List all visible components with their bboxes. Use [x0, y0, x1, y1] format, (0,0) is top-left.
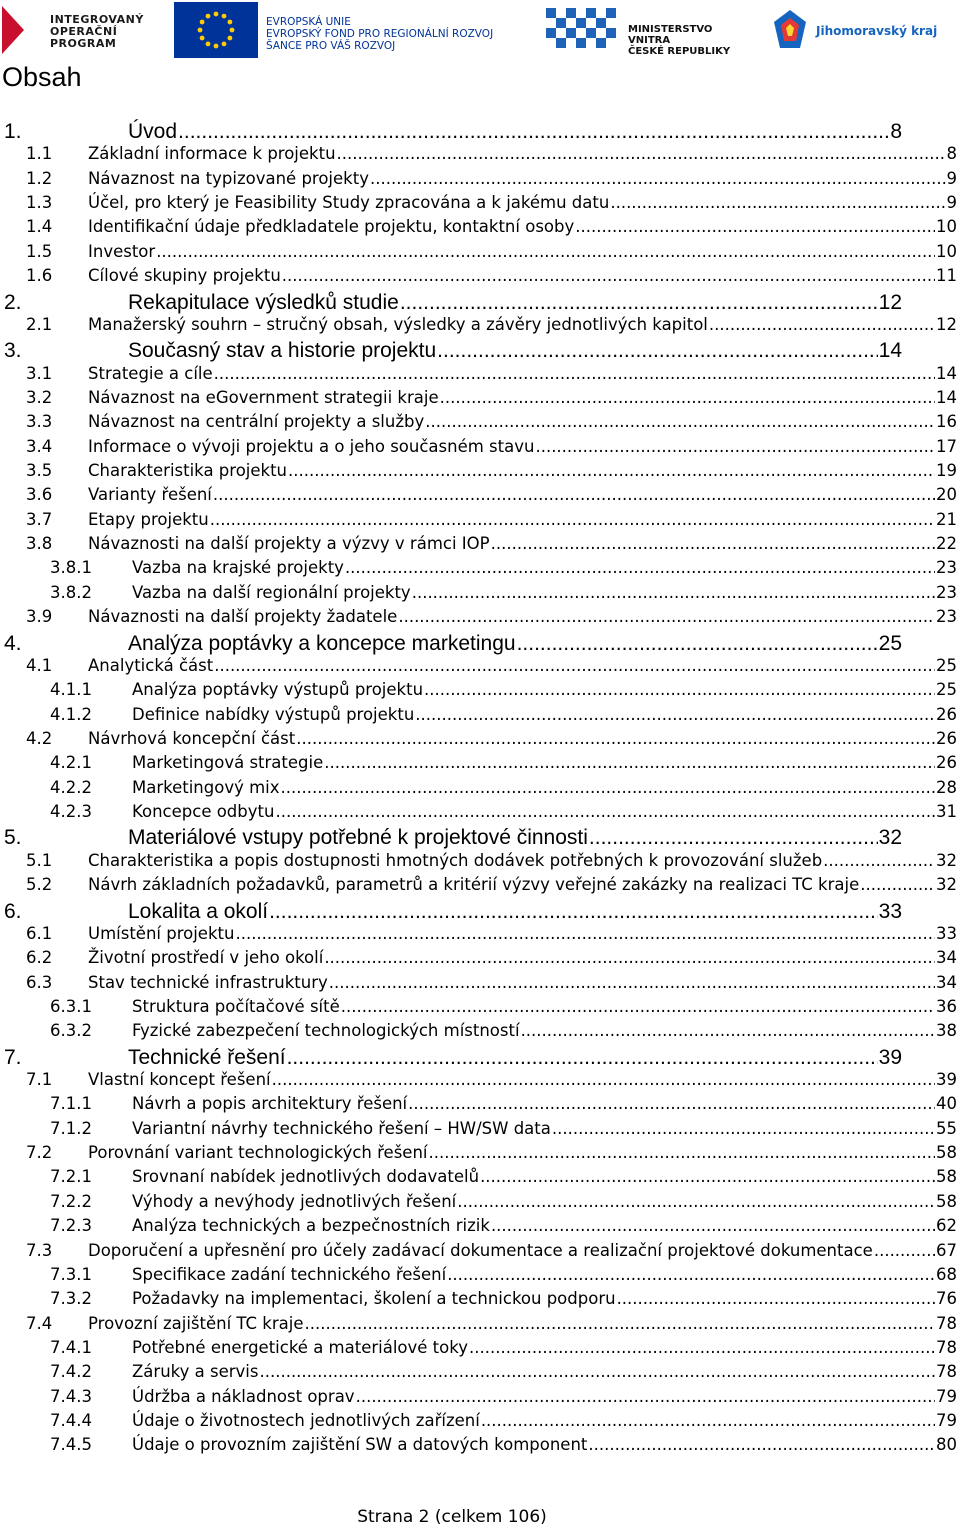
toc-entry-title: Údaje o životnostech jednotlivých zařízení	[132, 1411, 480, 1431]
toc-entry-page: 32	[936, 875, 957, 895]
toc-entry-title: Údržba a nákladnost oprav	[132, 1386, 355, 1406]
toc-entry-page: 79	[936, 1386, 957, 1406]
toc-entry-page: 16	[936, 412, 957, 432]
toc-entry[interactable]	[0, 1314, 960, 1333]
toc-dot-leader	[259, 1362, 935, 1381]
toc-entry-page: 76	[936, 1289, 957, 1309]
toc-dot-leader	[370, 169, 946, 188]
toc-dot-leader	[408, 1094, 935, 1113]
toc-entry-page: 33	[878, 899, 902, 923]
toc-entry-title: Investor	[88, 241, 156, 261]
toc-dot-leader	[324, 948, 935, 967]
toc-entry[interactable]	[0, 900, 960, 924]
toc-entry-page: 58	[936, 1191, 957, 1211]
toc-entry-page: 38	[936, 1021, 957, 1041]
toc-dot-leader	[447, 1265, 935, 1284]
toc-entry-title: Definice nabídky výstupů projektu	[132, 704, 415, 724]
toc-entry-title: Varianty řešení	[88, 485, 212, 505]
toc-dot-leader	[860, 875, 935, 894]
toc-entry-page: 9	[946, 168, 957, 188]
toc-entry-page: 14	[936, 363, 957, 383]
toc-entry-title: Návrh základních požadavků, parametrů a kritérií výzvy veřejné zakázky na realizaci TC kraje	[88, 875, 860, 895]
toc-entry[interactable]	[0, 1119, 960, 1138]
toc-entry-number: 4.1	[26, 655, 53, 675]
toc-entry-number: 3.2	[26, 387, 53, 407]
toc-entry-page: 23	[936, 607, 957, 627]
toc-entry-page: 23	[936, 582, 957, 602]
toc-dot-leader	[429, 1143, 936, 1162]
toc-entry-title: Informace o vývoji projektu a o jeho současném stavu	[88, 436, 535, 456]
toc-entry-number: 2.	[4, 290, 22, 314]
toc-entry-title: Záruky a servis	[132, 1362, 259, 1382]
toc-entry-number: 4.2	[26, 729, 53, 748]
toc-entry-title: Rekapitulace výsledků studie	[128, 290, 399, 314]
toc-entry-number: 7.2.2	[50, 1191, 92, 1211]
toc-entry-number: 3.6	[26, 485, 53, 505]
toc-entry-number: 4.1.2	[50, 704, 92, 724]
toc-entry[interactable]	[0, 534, 960, 553]
toc-entry-title: Návaznost na centrální projekty a služby	[88, 412, 425, 432]
toc-entry[interactable]	[0, 1362, 960, 1381]
toc-entry-number: 1.	[4, 120, 22, 143]
toc-entry[interactable]	[0, 729, 960, 748]
toc-entry-page: 25	[936, 680, 957, 700]
toc-entry-title: Cílové skupiny projektu	[88, 266, 281, 286]
toc-dot-leader	[521, 1021, 935, 1040]
eu-logo-line: EVROPSKÁ UNIE	[266, 16, 351, 28]
toc-entry-title: Analýza poptávky výstupů projektu	[132, 680, 424, 700]
toc-dot-leader	[457, 1192, 935, 1211]
toc-entry-number: 7.4.2	[50, 1362, 92, 1382]
toc-entry-number: 4.2.1	[50, 753, 92, 773]
toc-entry[interactable]	[0, 1265, 960, 1284]
toc-entry-title: Doporučení a upřesnění pro účely zadávací dokumentace a realizační projektové dokumentace	[88, 1240, 873, 1260]
toc-entry-number: 6.3	[26, 972, 53, 992]
toc-dot-leader	[874, 1241, 935, 1260]
toc-entry-title: Charakteristika projektu	[88, 461, 288, 481]
toc-entry-number: 2.1	[26, 314, 53, 334]
toc-entry-title: Srovnaní nabídek jednotlivých dodavatelů	[132, 1167, 480, 1187]
jmk-logo-name: Jihomoravský kraj	[816, 24, 938, 38]
eu-flag-icon	[174, 2, 258, 58]
toc-entry[interactable]	[0, 802, 960, 821]
toc-entry-page: 28	[936, 777, 957, 797]
toc-entry[interactable]	[0, 437, 960, 456]
toc-entry[interactable]	[0, 1046, 960, 1070]
toc-entry-title: Životní prostředí v jeho okolí	[88, 948, 324, 968]
toc-entry[interactable]	[0, 510, 960, 529]
toc-entry-number: 7.4	[26, 1313, 53, 1333]
toc-dot-leader	[575, 217, 935, 236]
toc-entry-title: Návaznosti na další projekty a výzvy v rámci IOP	[88, 534, 490, 554]
toc-entry-number: 1.1	[26, 144, 53, 164]
toc-entry-title: Účel, pro který je Feasibility Study zpracována a k jakému datu	[88, 193, 610, 213]
toc-dot-leader	[341, 997, 935, 1016]
toc-entry-page: 26	[936, 729, 957, 748]
page-footer: Strana 2 (celkem 106)	[357, 1507, 547, 1527]
toc-entry-page: 78	[936, 1313, 957, 1333]
toc-dot-leader	[272, 1070, 935, 1089]
toc-entry-number: 6.	[4, 899, 22, 923]
toc-entry[interactable]	[0, 1216, 960, 1235]
toc-entry-number: 7.1.2	[50, 1118, 92, 1138]
toc-dot-leader	[337, 144, 946, 163]
toc-entry[interactable]	[0, 485, 960, 504]
toc-entry-title: Variantní návrhy technického řešení – HW/SW data	[132, 1118, 551, 1138]
toc-entry-title: Údaje o provozním zajištění SW a datových komponent	[132, 1435, 588, 1455]
toc-entry-page: 78	[936, 1338, 957, 1357]
toc-entry-title: Charakteristika a popis dostupnosti hmotných dodávek potřebných k provozování služeb	[88, 850, 823, 870]
toc-dot-leader	[287, 1046, 878, 1070]
toc-entry-number: 7.3	[26, 1240, 53, 1260]
toc-entry-number: 3.8.2	[50, 582, 92, 602]
toc-entry-number: 4.2.3	[50, 802, 92, 822]
toc-dot-leader	[156, 242, 935, 261]
toc-entry-number: 1.3	[26, 193, 53, 213]
toc-entry-number: 7.4.4	[50, 1411, 92, 1431]
toc-dot-leader	[481, 1411, 935, 1430]
toc-entry[interactable]	[0, 291, 960, 315]
toc-entry[interactable]	[0, 924, 960, 943]
toc-entry-title: Analýza technických a bezpečnostních rizik	[132, 1216, 490, 1236]
toc-entry-page: 79	[936, 1411, 957, 1431]
toc-entry-page: 22	[936, 534, 957, 554]
toc-dot-leader	[709, 315, 935, 334]
toc-entry[interactable]	[0, 1411, 960, 1430]
toc-entry-page: 14	[878, 339, 902, 363]
toc-entry[interactable]	[0, 461, 960, 480]
toc-entry-number: 6.3.1	[50, 996, 92, 1016]
toc-dot-leader	[282, 266, 935, 285]
toc-entry-title: Technické řešení	[128, 1045, 286, 1069]
toc-dot-leader	[269, 900, 878, 924]
iop-logo	[0, 2, 150, 58]
toc-entry-title: Návaznost na typizované projekty	[88, 168, 369, 188]
eu-logo-line: EVROPSKÝ FOND PRO REGIONÁLNÍ ROZVOJ	[266, 28, 494, 40]
toc-entry[interactable]	[0, 705, 960, 724]
toc-entry-number: 7.2.3	[50, 1216, 92, 1236]
toc-entry-page: 80	[936, 1435, 957, 1455]
toc-dot-leader	[440, 388, 935, 407]
toc-entry[interactable]	[0, 217, 960, 236]
toc-dot-leader	[480, 1167, 935, 1186]
eu-logo	[174, 2, 510, 58]
toc-dot-leader	[552, 1119, 935, 1138]
toc-entry[interactable]	[0, 1094, 960, 1113]
toc-entry-number: 7.2	[26, 1143, 53, 1163]
toc-entry-title: Umístění projektu	[88, 923, 235, 943]
toc-entry-number: 3.4	[26, 436, 53, 456]
toc-entry-number: 4.2.2	[50, 777, 92, 797]
toc-entry-page: 31	[936, 802, 957, 822]
toc-entry-number: 3.8.1	[50, 558, 92, 578]
toc-entry[interactable]	[0, 364, 960, 383]
toc-entry-number: 7.3.1	[50, 1264, 92, 1284]
toc-entry-page: 8	[890, 120, 902, 143]
mvcr-logo-line: ČESKÉ REPUBLIKY	[628, 46, 731, 57]
toc-entry[interactable]	[0, 1435, 960, 1454]
toc-dot-leader	[281, 778, 935, 797]
toc-dot-leader	[288, 461, 935, 480]
toc-entry[interactable]	[0, 1167, 960, 1186]
toc-entry-title: Identifikační údaje předkladatele projektu, kontaktní osoby	[88, 217, 575, 237]
toc-entry-title: Analýza poptávky a koncepce marketingu	[128, 631, 516, 655]
toc-entry-page: 17	[936, 436, 957, 456]
toc-dot-leader	[425, 412, 935, 431]
toc-entry[interactable]	[0, 851, 960, 870]
toc-entry[interactable]	[0, 412, 960, 431]
toc-dot-leader	[617, 1289, 935, 1308]
toc-entry-number: 7.1	[26, 1070, 53, 1090]
toc-entry-page: 14	[936, 387, 957, 407]
toc-entry-title: Provozní zajištění TC kraje	[88, 1313, 304, 1333]
toc-entry-number: 6.3.2	[50, 1021, 92, 1041]
toc-entry-page: 23	[936, 558, 957, 578]
toc-entry-title: Porovnání variant technologických řešení	[88, 1143, 428, 1163]
toc-entry-title: Analytická část	[88, 655, 214, 675]
toc-dot-leader	[400, 291, 878, 315]
toc-dot-leader	[491, 1216, 935, 1235]
eu-logo-line: ŠANCE PRO VÁŠ ROZVOJ	[266, 40, 396, 52]
toc-dot-leader	[412, 583, 935, 602]
toc-entry-number: 3.1	[26, 363, 53, 383]
jmk-logo	[770, 8, 960, 54]
toc-dot-leader	[213, 485, 935, 504]
iop-triangle-icon	[2, 6, 24, 54]
toc-entry-title: Marketingový mix	[132, 777, 280, 797]
toc-dot-leader	[329, 973, 935, 992]
toc-entry[interactable]	[0, 266, 960, 285]
toc-entry-page: 21	[936, 509, 957, 529]
toc-entry-title: Stav technické infrastruktury	[88, 972, 328, 992]
toc-entry[interactable]	[0, 997, 960, 1016]
toc-dot-leader	[305, 1314, 936, 1333]
toc-entry-page: 32	[878, 826, 902, 850]
toc-entry-page: 10	[936, 241, 957, 261]
toc-entry-page: 36	[936, 996, 957, 1016]
toc-entry[interactable]	[0, 656, 960, 675]
toc-entry-number: 7.	[4, 1045, 22, 1069]
toc-entry-title: Výhody a nevýhody jednotlivých řešení	[132, 1191, 457, 1211]
toc-entry-number: 7.2.1	[50, 1167, 92, 1187]
toc-dot-leader	[178, 120, 889, 144]
toc-entry-title: Lokalita a okolí	[128, 899, 269, 923]
toc-entry[interactable]	[0, 169, 960, 188]
toc-dot-leader	[535, 437, 935, 456]
toc-entry-title: Vlastní koncept řešení	[88, 1070, 271, 1090]
toc-entry-page: 34	[936, 972, 957, 992]
toc-entry[interactable]	[0, 339, 960, 363]
toc-entry-page: 9	[946, 193, 957, 213]
toc-entry-page: 32	[936, 850, 957, 870]
toc-entry[interactable]	[0, 1192, 960, 1211]
toc-dot-leader	[210, 510, 935, 529]
toc-dot-leader	[424, 680, 935, 699]
toc-entry-title: Specifikace zadání technického řešení	[132, 1264, 447, 1284]
toc-entry-number: 5.	[4, 826, 22, 850]
toc-entry-number: 5.1	[26, 850, 53, 870]
toc-entry[interactable]	[0, 388, 960, 407]
page-title: Obsah	[2, 62, 82, 92]
toc-entry-number: 1.5	[26, 241, 53, 261]
toc-dot-leader	[296, 729, 935, 748]
toc-dot-leader	[469, 1338, 935, 1357]
mvcr-logo	[544, 2, 754, 58]
toc-entry-page: 58	[936, 1143, 957, 1163]
toc-entry-page: 55	[936, 1118, 957, 1138]
toc-dot-leader	[588, 1435, 935, 1454]
toc-entry-number: 3.3	[26, 412, 53, 432]
toc-entry-page: 62	[936, 1216, 957, 1236]
toc-entry-page: 10	[936, 217, 957, 237]
toc-dot-leader	[491, 534, 935, 553]
toc-entry-page: 25	[936, 655, 957, 675]
toc-entry-number: 4.	[4, 631, 22, 655]
mvcr-emblem-icon	[544, 4, 620, 56]
toc-entry-page: 25	[878, 631, 902, 655]
toc-entry-title: Fyzické zabezpečení technologických místností	[132, 1021, 520, 1041]
toc-entry-number: 3.5	[26, 461, 53, 481]
toc-entry-title: Strategie a cíle	[88, 363, 213, 383]
toc-dot-leader	[823, 851, 935, 870]
toc-dot-leader	[415, 705, 935, 724]
toc-entry-number: 3.7	[26, 509, 53, 529]
toc-dot-leader	[517, 632, 878, 656]
toc-entry-page: 67	[936, 1240, 957, 1260]
toc-entry-title: Požadavky na implementaci, školení a technickou podporu	[132, 1289, 616, 1309]
toc-entry-page: 33	[936, 923, 957, 943]
toc-entry[interactable]	[0, 680, 960, 699]
jmk-emblem-icon	[770, 8, 810, 52]
toc-entry-page: 26	[936, 704, 957, 724]
toc-entry-number: 1.2	[26, 168, 53, 188]
toc-entry[interactable]	[0, 193, 960, 212]
toc-entry[interactable]	[0, 778, 960, 797]
toc-entry-title: Současný stav a historie projektu	[128, 339, 437, 363]
toc-entry[interactable]	[0, 1289, 960, 1308]
toc-entry[interactable]	[0, 948, 960, 967]
toc-entry-page: 78	[936, 1362, 957, 1382]
toc-entry-number: 7.4.5	[50, 1435, 92, 1455]
toc-entry[interactable]	[0, 973, 960, 992]
toc-entry-number: 7.1.1	[50, 1094, 92, 1114]
toc-entry[interactable]	[0, 583, 960, 602]
toc-entry-page: 20	[936, 485, 957, 505]
toc-entry[interactable]	[0, 607, 960, 626]
header-logos	[0, 0, 960, 60]
toc-entry-page: 19	[936, 461, 957, 481]
toc-entry-title: Úvod	[128, 120, 178, 143]
toc-entry-title: Návrh a popis architektury řešení	[132, 1094, 408, 1114]
toc-dot-leader	[345, 558, 935, 577]
toc-entry[interactable]	[0, 120, 960, 144]
toc-entry-number: 3.9	[26, 607, 53, 627]
toc-entry-page: 12	[936, 314, 957, 334]
toc-entry[interactable]	[0, 242, 960, 261]
toc-entry[interactable]	[0, 1070, 960, 1089]
toc-entry[interactable]	[0, 826, 960, 850]
toc-dot-leader	[214, 656, 935, 675]
toc-entry[interactable]	[0, 1387, 960, 1406]
toc-entry-number: 3.	[4, 339, 22, 363]
toc-entry-page: 68	[936, 1264, 957, 1284]
toc-entry-number: 1.6	[26, 266, 53, 286]
toc-entry[interactable]	[0, 1021, 960, 1040]
toc-entry-page: 26	[936, 753, 957, 773]
toc-entry-title: Základní informace k projektu	[88, 144, 336, 164]
toc-entry-page: 12	[878, 290, 902, 314]
toc-dot-leader	[610, 193, 945, 212]
toc-dot-leader	[214, 364, 935, 383]
toc-entry-page: 39	[878, 1045, 902, 1069]
toc-entry[interactable]	[0, 1338, 960, 1357]
toc-entry[interactable]	[0, 753, 960, 772]
toc-entry-number: 7.3.2	[50, 1289, 92, 1309]
toc-entry[interactable]	[0, 315, 960, 334]
toc-dot-leader	[589, 826, 878, 850]
toc-dot-leader	[235, 924, 935, 943]
iop-logo-line: PROGRAM	[50, 37, 117, 50]
toc-entry-title: Koncepce odbytu	[132, 802, 275, 822]
toc-entry-title: Návaznosti na další projekty žadatele	[88, 607, 398, 627]
mvcr-logo-line: MINISTERSTVO VNITRA	[628, 24, 713, 46]
toc-entry[interactable]	[0, 875, 960, 894]
toc-entry-page: 8	[946, 144, 957, 164]
toc-entry-title: Etapy projektu	[88, 509, 209, 529]
toc-entry-title: Struktura počítačové sítě	[132, 996, 340, 1016]
toc-entry[interactable]	[0, 558, 960, 577]
toc-entry[interactable]	[0, 1143, 960, 1162]
toc-entry-number: 1.4	[26, 217, 53, 237]
toc-entry-page: 58	[936, 1167, 957, 1187]
toc-entry-number: 7.4.3	[50, 1386, 92, 1406]
toc-entry-page: 34	[936, 948, 957, 968]
toc-entry-number: 5.2	[26, 875, 53, 895]
toc-entry-number: 4.1.1	[50, 680, 92, 700]
toc-entry-page: 40	[936, 1094, 957, 1114]
toc-entry-number: 6.1	[26, 923, 53, 943]
toc-entry-title: Materiálové vstupy potřebné k projektové činnosti	[128, 826, 588, 850]
toc-entry-title: Vazba na další regionální projekty	[132, 582, 411, 602]
toc-entry[interactable]	[0, 144, 960, 163]
toc-entry-number: 6.2	[26, 948, 53, 968]
toc-dot-leader	[398, 607, 935, 626]
toc-entry-title: Manažerský souhrn – stručný obsah, výsledky a závěry jednotlivých kapitol	[88, 314, 708, 334]
toc-dot-leader	[356, 1387, 935, 1406]
toc-dot-leader	[275, 802, 935, 821]
iop-logo-line: INTEGROVANÝ	[50, 13, 144, 26]
toc-dot-leader	[324, 753, 935, 772]
toc-entry-title: Návaznost na eGovernment strategii kraje	[88, 387, 439, 407]
iop-logo-line: OPERAČNÍ	[50, 25, 118, 38]
toc-entry[interactable]	[0, 1241, 960, 1260]
toc-entry-number: 7.4.1	[50, 1338, 92, 1357]
toc-entry-title: Návrhová koncepční část	[88, 729, 296, 748]
toc-entry-title: Marketingová strategie	[132, 753, 324, 773]
toc-entry-number: 3.8	[26, 534, 53, 554]
toc-entry-title: Vazba na krajské projekty	[132, 558, 344, 578]
toc-entry[interactable]	[0, 632, 960, 656]
toc-entry-page: 11	[936, 266, 957, 286]
toc-dot-leader	[437, 339, 877, 363]
toc-entry-page: 39	[936, 1070, 957, 1090]
toc-entry-title: Potřebné energetické a materiálové toky	[132, 1338, 468, 1357]
